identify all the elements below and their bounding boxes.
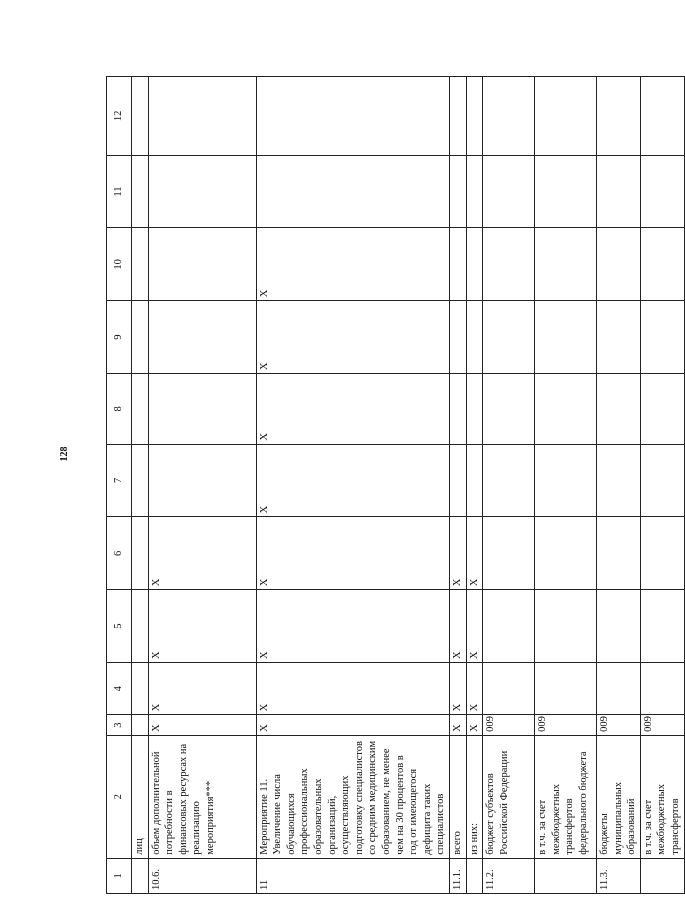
table-cell-col-7 (483, 444, 535, 517)
table-cell-col-5 (535, 590, 597, 663)
table-cell-col-7 (132, 444, 149, 517)
table-cell-col-9 (466, 301, 483, 374)
table-cell-col-11 (449, 155, 466, 228)
table-cell-col-10 (449, 228, 466, 301)
table-cell-col-8 (640, 374, 684, 445)
table-cell-col-2: всего (449, 735, 466, 858)
table-cell-col-4 (483, 663, 535, 715)
table-cell-col-4: X (449, 663, 466, 715)
table-cell-col-11 (256, 155, 449, 228)
table-cell-col-11 (466, 155, 483, 228)
table-cell-col-6 (597, 517, 641, 590)
table-cell-col-3: 009 (483, 715, 535, 735)
table-cell-col-5: X (466, 590, 483, 663)
table-cell-col-4: X (466, 663, 483, 715)
table-cell-col-5 (483, 590, 535, 663)
table-cell-col-1: 11.2. (483, 858, 535, 893)
table-row (148, 77, 256, 894)
table-cell-col-8 (597, 374, 641, 445)
header-cell-1: 1 (107, 858, 132, 893)
table-cell-col-2: лиц (132, 735, 149, 858)
table-cell-col-9 (148, 301, 256, 374)
table-cell-col-11 (483, 155, 535, 228)
table-cell-col-1: 11.1. (449, 858, 466, 893)
table-cell-col-6: X (256, 517, 449, 590)
header-cell-6: 6 (107, 517, 132, 590)
table-cell-col-1: 10.6. (148, 858, 256, 893)
table-row (640, 77, 684, 894)
table-cell-col-2: Мероприятие 11. Увеличение числа обучающихся профессиональных образовательных организаций, осуществляющих подготовку специалистов со средним медицинским образованием, не менее чем на 30 процентов в год от имеющегося дефицита таких специалистов (256, 735, 449, 858)
table-cell-col-7: X (256, 444, 449, 517)
table-cell-col-8 (148, 374, 256, 445)
table-cell-col-8 (483, 374, 535, 445)
table-cell-col-3: X (148, 715, 256, 735)
table-cell-col-7 (449, 444, 466, 517)
header-cell-11: 11 (107, 155, 132, 228)
table-cell-col-9 (483, 301, 535, 374)
table-cell-col-7 (466, 444, 483, 517)
table-cell-col-6 (535, 517, 597, 590)
table-cell-col-10 (148, 228, 256, 301)
table-cell-col-7 (640, 444, 684, 517)
table-cell-col-3: X (466, 715, 483, 735)
header-cell-7: 7 (107, 444, 132, 517)
table-cell-col-3 (132, 715, 149, 735)
table-cell-col-12 (148, 77, 256, 156)
table-cell-col-11 (597, 155, 641, 228)
table-cell-col-3: 009 (597, 715, 641, 735)
table-cell-col-4 (640, 663, 684, 715)
table-cell-col-12 (483, 77, 535, 156)
table-cell-col-1 (466, 858, 483, 893)
table-cell-col-2: в т.ч. за счет межбюджетных трансфертов (640, 735, 684, 858)
table-cell-col-11 (132, 155, 149, 228)
table-cell-col-5: X (256, 590, 449, 663)
table-cell-col-7 (597, 444, 641, 517)
rotated-table-container (106, 76, 682, 894)
table-cell-col-1 (535, 858, 597, 893)
table-cell-col-12 (132, 77, 149, 156)
table-cell-col-9 (640, 301, 684, 374)
header-cell-5: 5 (107, 590, 132, 663)
table-cell-col-10 (483, 228, 535, 301)
header-cell-4: 4 (107, 663, 132, 715)
table-cell-col-10 (466, 228, 483, 301)
table-cell-col-10 (640, 228, 684, 301)
table-cell-col-8: X (256, 374, 449, 445)
table-row (466, 77, 483, 894)
table-cell-col-1 (640, 858, 684, 893)
table-row (256, 77, 449, 894)
header-cell-12: 12 (107, 77, 132, 156)
table-cell-col-1: 11.3. (597, 858, 641, 893)
table-cell-col-10 (132, 228, 149, 301)
table-cell-col-6: X (449, 517, 466, 590)
table-cell-col-7 (148, 444, 256, 517)
table-cell-col-12 (466, 77, 483, 156)
table-cell-col-3: 009 (640, 715, 684, 735)
table-cell-col-3: 009 (535, 715, 597, 735)
table-cell-col-5 (597, 590, 641, 663)
table-cell-col-6 (640, 517, 684, 590)
table-cell-col-3: X (256, 715, 449, 735)
table-cell-col-10 (535, 228, 597, 301)
table-cell-col-2: бюджет субъектов Российской Федерации (483, 735, 535, 858)
table-cell-col-2: объем дополнительной потребности в финансовых ресурсах на реализацию мероприятия*** (148, 735, 256, 858)
table-cell-col-9 (132, 301, 149, 374)
table-row (449, 77, 466, 894)
table-cell-col-4: X (148, 663, 256, 715)
table-cell-col-2: в т.ч. за счет межбюджетных трансфертов федерального бюджета (535, 735, 597, 858)
table-cell-col-5: X (148, 590, 256, 663)
header-cell-3: 3 (107, 715, 132, 735)
table-cell-col-12 (597, 77, 641, 156)
table-cell-col-12 (449, 77, 466, 156)
table-cell-col-2: бюджеты муниципальных образований (597, 735, 641, 858)
header-row (107, 77, 132, 894)
table-cell-col-8 (535, 374, 597, 445)
table-cell-col-3: X (449, 715, 466, 735)
page-number: 128 (59, 446, 70, 462)
table-cell-col-1: 11 (256, 858, 449, 893)
table-row (597, 77, 641, 894)
header-cell-9: 9 (107, 301, 132, 374)
table-cell-col-11 (148, 155, 256, 228)
table-cell-col-9: X (256, 301, 449, 374)
table-cell-col-9 (597, 301, 641, 374)
table-cell-col-2: из них: (466, 735, 483, 858)
table-cell-col-11 (535, 155, 597, 228)
table-row (132, 77, 149, 894)
table-cell-col-5 (132, 590, 149, 663)
table-cell-col-8 (449, 374, 466, 445)
table-cell-col-4 (597, 663, 641, 715)
table-cell-col-10: X (256, 228, 449, 301)
table-cell-col-5 (640, 590, 684, 663)
header-cell-2: 2 (107, 735, 132, 858)
table-cell-col-6: X (466, 517, 483, 590)
table-cell-col-4: X (256, 663, 449, 715)
table-cell-col-7 (535, 444, 597, 517)
table-cell-col-9 (535, 301, 597, 374)
table-cell-col-6 (483, 517, 535, 590)
budget-table (106, 76, 685, 894)
table-cell-col-9 (449, 301, 466, 374)
table-cell-col-6 (132, 517, 149, 590)
table-cell-col-5: X (449, 590, 466, 663)
header-cell-8: 8 (107, 374, 132, 445)
table-cell-col-4 (535, 663, 597, 715)
table-cell-col-12 (640, 77, 684, 156)
table-cell-col-12 (535, 77, 597, 156)
table-cell-col-1 (132, 858, 149, 893)
header-cell-10: 10 (107, 228, 132, 301)
table-row (483, 77, 535, 894)
table-cell-col-10 (597, 228, 641, 301)
table-cell-col-4 (132, 663, 149, 715)
table-cell-col-8 (132, 374, 149, 445)
table-cell-col-8 (466, 374, 483, 445)
table-cell-col-6: X (148, 517, 256, 590)
table-cell-col-11 (640, 155, 684, 228)
table-cell-col-12 (256, 77, 449, 156)
table-row (535, 77, 597, 894)
